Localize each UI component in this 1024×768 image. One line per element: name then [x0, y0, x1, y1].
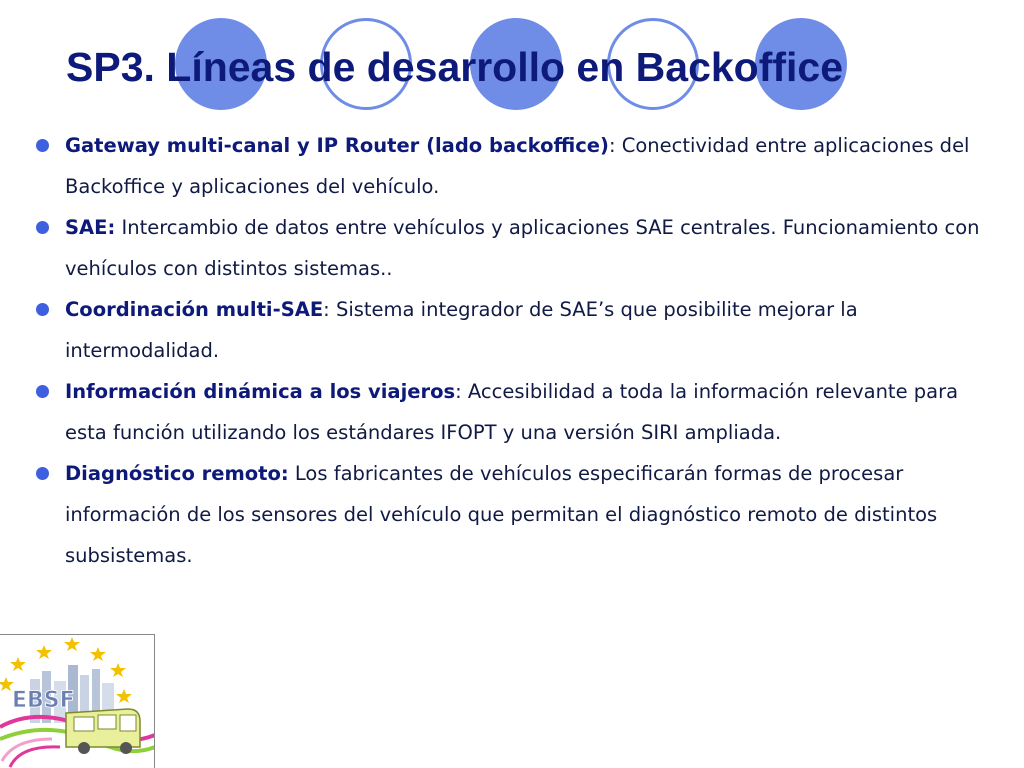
bullet-term: Información dinámica a los viajeros: [65, 380, 456, 403]
bullet-text: Intercambio de datos entre vehículos y aplicaciones SAE centrales. Funcionamiento con vehículos con distintos sistemas..: [65, 216, 980, 280]
bullet-dot-icon: [36, 303, 49, 316]
bullet-dot-icon: [36, 139, 49, 152]
bullet-text: Sistema integrador de SAE’s que posibilite mejorar la intermodalidad.: [65, 298, 858, 362]
bullet-separator: :: [455, 380, 468, 403]
ebsf-logo-graphic: [0, 635, 155, 768]
bullet-item: [36, 371, 1006, 453]
bullet-text: Accesibilidad a toda la información relevante para esta función utilizando los estándares IFOPT y una versión SIRI ampliada.: [65, 380, 959, 444]
svg-text:EBSF: EBSF: [12, 688, 75, 713]
bullet-term: Gateway multi-canal y IP Router (lado backoffice): [65, 134, 609, 157]
bullet-dot-icon: [36, 467, 49, 480]
bullet-item: [36, 453, 1006, 576]
bullet-term: Diagnóstico remoto:: [65, 462, 289, 485]
bullet-separator: :: [323, 298, 336, 321]
bullet-item: [36, 207, 1006, 289]
bullet-term: SAE:: [65, 216, 116, 239]
bullet-item: [36, 289, 1006, 371]
ebsf-logo: [0, 634, 155, 768]
bullet-dot-icon: [36, 385, 49, 398]
bullet-list: [36, 125, 1006, 576]
bullet-dot-icon: [36, 221, 49, 234]
bullet-text: Conectividad entre aplicaciones del Backoffice y aplicaciones del vehículo.: [65, 134, 970, 198]
bullet-text: Los fabricantes de vehículos especificarán formas de procesar información de los sensores del vehículo que permitan el diagnóstico remoto de distintos subsistemas.: [65, 462, 938, 567]
bullet-term: Coordinación multi-SAE: [65, 298, 324, 321]
bullet-separator: :: [608, 134, 622, 157]
bullet-item: [36, 125, 1006, 207]
slide-title: SP3. Líneas de desarrollo en Backoffice: [66, 44, 844, 90]
